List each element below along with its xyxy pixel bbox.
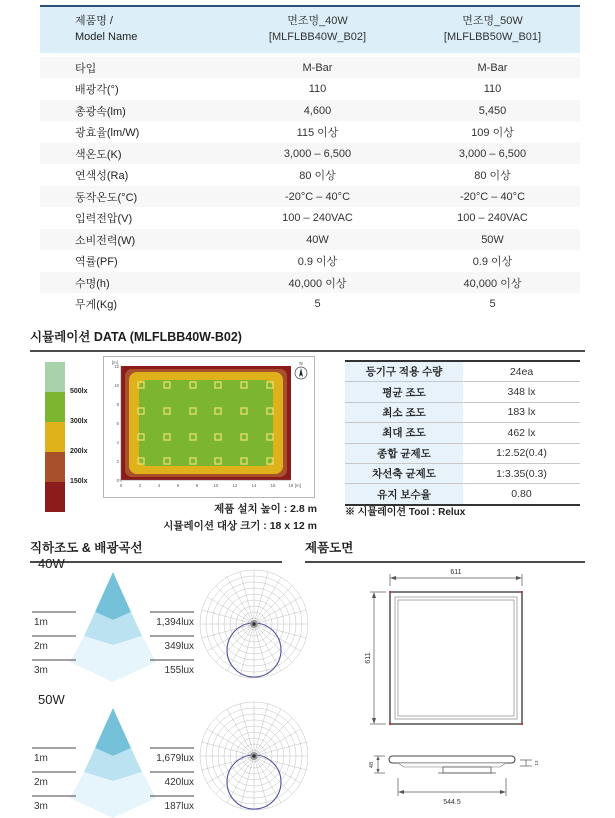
row-value-50w: -20°C – 40°C xyxy=(459,190,526,203)
dim-edge-label: 13 xyxy=(534,760,539,766)
svg-text:6: 6 xyxy=(176,483,180,488)
sim-row-value: 0.80 xyxy=(511,488,532,501)
sim-row-label: 차선축 균제도 xyxy=(345,464,463,483)
cone-diagram-50w xyxy=(28,704,198,818)
table-row xyxy=(345,362,580,382)
table-row xyxy=(345,464,580,484)
row-value-40w: 115 이상 xyxy=(296,127,339,140)
cone-layer-1m xyxy=(95,708,131,756)
svg-text:8: 8 xyxy=(195,483,199,488)
lux-legend-colorbar xyxy=(45,362,65,512)
cone-layer-1m xyxy=(95,572,131,620)
lux-value-label: 1,394lux xyxy=(156,617,194,628)
lux-value-label: 1,679lux xyxy=(156,753,194,764)
row-value-40w: -20°C – 40°C xyxy=(284,190,351,203)
x-axis-unit-label: [m] xyxy=(295,483,301,488)
install-height-caption: 제품 설치 높이 : 2.8 m xyxy=(214,503,317,515)
dim-side-height-label: 48 xyxy=(369,761,375,769)
table-row xyxy=(345,484,580,503)
svg-text:N: N xyxy=(299,361,303,366)
arrowhead xyxy=(372,592,376,598)
table-row xyxy=(40,121,580,143)
sim-row-label: 등기구 적용 수량 xyxy=(345,362,463,381)
legend-label-200lx: 200lx xyxy=(70,448,88,455)
row-value-50w: 109 이상 xyxy=(471,127,514,140)
row-value-50w: M-Bar xyxy=(477,61,508,74)
illuminance-heatmap xyxy=(103,356,315,503)
row-value-40w: 3,000 – 6,500 xyxy=(283,147,352,160)
spec-header-label-line2: Model Name xyxy=(75,30,138,43)
target-size-caption: 시뮬레이션 대상 크기 : 18 x 12 m xyxy=(163,520,317,532)
legend-label-150lx: 150lx xyxy=(70,478,88,485)
legend-band-low xyxy=(45,482,65,512)
sim-row-value: 1:2.52(0.4) xyxy=(496,447,547,460)
product-drawing xyxy=(330,556,590,818)
legend-band-500plus xyxy=(45,362,65,392)
row-label: 연색성(Ra) xyxy=(75,170,129,183)
legend-band-300 xyxy=(45,392,65,422)
model-40w-name: 면조명_40W xyxy=(287,15,348,27)
lux-value-label: 349lux xyxy=(164,641,194,652)
table-row xyxy=(345,382,580,402)
arrowhead xyxy=(500,790,506,794)
model-50w-code: [MLFLBB50W_B01] xyxy=(443,30,542,43)
simulation-section-title: 시뮬레이션 DATA (MLFLBB40W-B02) xyxy=(30,327,585,352)
arrowhead xyxy=(376,769,379,773)
svg-text:12: 12 xyxy=(114,364,119,369)
table-row xyxy=(40,100,580,122)
table-row xyxy=(345,423,580,443)
driver-box xyxy=(443,767,491,773)
side-panel-wedge xyxy=(398,763,506,767)
spec-table-body xyxy=(40,57,580,315)
heatmap-300lx-zone xyxy=(139,380,273,466)
row-label: 동작온도(°C) xyxy=(75,191,138,204)
spec-header-label xyxy=(40,14,230,46)
spec-header-label-line1: 제품명 / xyxy=(75,15,113,27)
distance-label: 3m xyxy=(34,665,48,676)
table-row xyxy=(40,272,580,294)
sim-row-label: 최대 조도 xyxy=(345,423,463,442)
fixture-center-core xyxy=(252,622,256,626)
table-row xyxy=(40,293,580,315)
svg-text:2: 2 xyxy=(138,483,142,488)
table-row xyxy=(40,207,580,229)
lux-value-label: 155lux xyxy=(164,665,194,676)
row-value-40w: 5 xyxy=(314,298,321,311)
svg-text:18: 18 xyxy=(288,483,294,488)
variant-label-50w: 50W xyxy=(38,692,65,707)
row-value-40w: 100 – 240VAC xyxy=(282,212,353,225)
arrowhead xyxy=(390,576,396,580)
sim-row-label: 유지 보수율 xyxy=(345,484,463,503)
fixture-center-core xyxy=(252,754,256,758)
legend-band-150 xyxy=(45,452,65,482)
distance-label: 2m xyxy=(34,777,48,788)
distance-label: 1m xyxy=(34,753,48,764)
legend-label-500lx: 500lx xyxy=(70,388,88,395)
dim-side-width-label: 544.5 xyxy=(443,799,461,806)
row-label: 광효율(lm/W) xyxy=(75,127,140,140)
svg-text:6: 6 xyxy=(116,421,119,426)
row-value-40w: M-Bar xyxy=(302,61,333,74)
row-label: 입력전압(V) xyxy=(75,213,133,226)
table-row xyxy=(40,229,580,251)
polar-distribution-50w xyxy=(193,700,315,818)
sim-row-value: 183 lx xyxy=(507,406,536,419)
svg-text:4: 4 xyxy=(157,483,161,488)
svg-text:0: 0 xyxy=(119,483,123,488)
svg-text:8: 8 xyxy=(116,402,119,407)
lux-value-label: 187lux xyxy=(164,801,194,812)
row-label: 타입 xyxy=(75,62,97,75)
table-row xyxy=(40,250,580,272)
svg-text:10: 10 xyxy=(114,383,119,388)
sim-row-label: 평균 조도 xyxy=(345,382,463,401)
svg-text:2: 2 xyxy=(116,459,119,464)
dim-width-label: 611 xyxy=(450,569,462,576)
arrowhead xyxy=(376,756,379,760)
row-value-50w: 110 xyxy=(483,83,502,96)
svg-text:4: 4 xyxy=(116,440,119,445)
row-label: 총광속(lm) xyxy=(75,105,126,118)
variant-label-40w: 40W xyxy=(38,556,65,571)
distance-label: 2m xyxy=(34,641,48,652)
sim-row-value: 462 lx xyxy=(507,426,536,439)
dim-edge-lines xyxy=(520,760,532,766)
sim-row-value: 24ea xyxy=(509,365,534,378)
dim-side-width-lines xyxy=(398,778,506,796)
row-value-40w: 110 xyxy=(308,83,327,96)
svg-text:10: 10 xyxy=(213,483,219,488)
row-value-40w: 4,600 xyxy=(303,104,332,117)
row-value-50w: 3,000 – 6,500 xyxy=(458,147,527,160)
sim-row-value: 1:3.35(0.3) xyxy=(496,467,547,480)
spec-header-model-50w xyxy=(405,14,580,46)
spec-header-model-40w xyxy=(230,14,405,46)
table-row xyxy=(40,164,580,186)
row-label: 소비전력(W) xyxy=(75,234,136,247)
svg-text:0: 0 xyxy=(116,478,119,483)
model-40w-code: [MLFLBB40W_B02] xyxy=(268,30,367,43)
legend-label-300lx: 300lx xyxy=(70,418,88,425)
sim-row-value: 348 lx xyxy=(507,386,536,399)
simulation-tool-note: ※ 시뮬레이션 Tool : Relux xyxy=(345,507,466,518)
svg-text:12: 12 xyxy=(232,483,238,488)
spec-table-header xyxy=(40,5,580,57)
lux-value-label: 420lux xyxy=(164,777,194,788)
row-value-50w: 50W xyxy=(481,233,504,246)
y-axis-unit-label: [m] xyxy=(112,360,118,365)
spec-table xyxy=(40,5,580,315)
simulation-result-table xyxy=(345,360,580,506)
panel-outer-frame xyxy=(390,592,522,724)
illuminance-section-title: 직하조도 & 배광곡선 xyxy=(30,538,282,563)
sim-row-label: 종합 균제도 xyxy=(345,444,463,463)
svg-text:16: 16 xyxy=(270,483,276,488)
simulation-captions xyxy=(95,501,317,535)
row-value-50w: 5,450 xyxy=(478,104,507,117)
row-label: 무게(Kg) xyxy=(75,299,118,312)
row-value-50w: 5 xyxy=(489,298,496,311)
dim-side-height-lines xyxy=(374,756,385,773)
row-label: 역률(PF) xyxy=(75,256,118,269)
polar-distribution-40w xyxy=(193,568,315,695)
row-value-40w: 80 이상 xyxy=(299,170,336,183)
table-row xyxy=(345,444,580,464)
row-value-50w: 100 – 240VAC xyxy=(457,212,528,225)
side-panel-body xyxy=(389,756,515,763)
table-row xyxy=(40,78,580,100)
row-value-50w: 0.9 이상 xyxy=(472,256,513,269)
arrowhead xyxy=(516,576,522,580)
row-label: 색온도(K) xyxy=(75,148,122,161)
distance-label: 1m xyxy=(34,617,48,628)
row-label: 배광각(°) xyxy=(75,84,119,97)
row-value-50w: 80 이상 xyxy=(474,170,511,183)
row-value-50w: 40,000 이상 xyxy=(463,277,522,290)
table-row xyxy=(345,403,580,423)
arrowhead xyxy=(398,790,404,794)
table-row xyxy=(40,57,580,79)
row-value-40w: 0.9 이상 xyxy=(297,256,338,269)
dim-height-label: 611 xyxy=(365,652,372,664)
table-row xyxy=(40,143,580,165)
arrowhead xyxy=(372,718,376,724)
legend-band-200 xyxy=(45,422,65,452)
model-50w-name: 면조명_50W xyxy=(462,15,523,27)
distance-label: 3m xyxy=(34,801,48,812)
row-label: 수명(h) xyxy=(75,277,110,290)
drawing-section-title: 제품도면 xyxy=(305,538,585,563)
row-value-40w: 40,000 이상 xyxy=(288,277,347,290)
cone-diagram-40w xyxy=(28,568,198,693)
sim-row-label: 최소 조도 xyxy=(345,403,463,422)
svg-text:14: 14 xyxy=(251,483,257,488)
row-value-40w: 40W xyxy=(306,233,329,246)
table-row xyxy=(40,186,580,208)
dim-height-lines xyxy=(370,592,386,724)
